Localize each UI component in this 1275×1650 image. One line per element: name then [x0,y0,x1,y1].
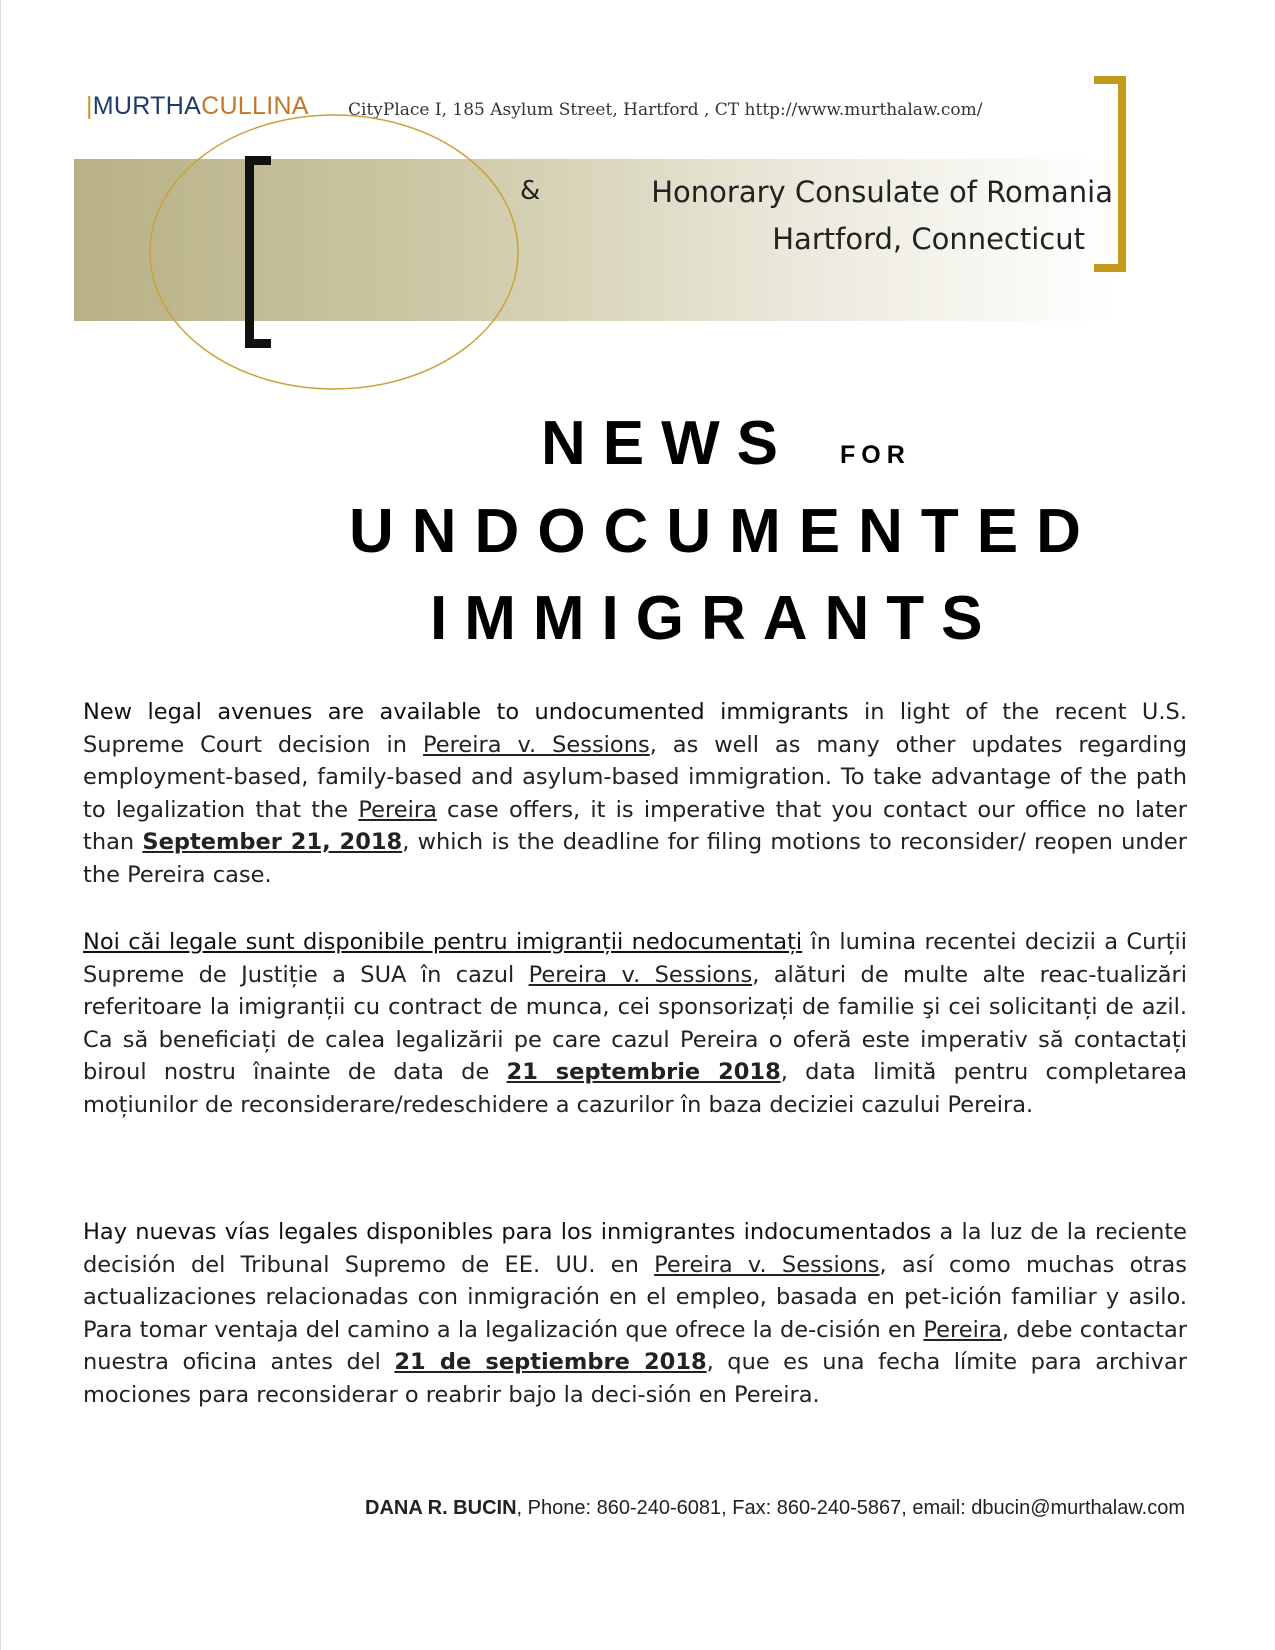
title-immigrants: IMMIGRANTS [430,584,1000,653]
ampersand: & [520,176,541,206]
spanish-pereira: Pereira [923,1316,1002,1343]
romanian-paragraph [83,926,1187,1121]
logo-cullina: CULLINA [201,92,309,120]
right-bracket-decoration [1094,76,1126,272]
english-case-name: Pereira v. Sessions [423,731,650,758]
english-text: in light of the recent U.S. Supreme Court decision in [83,699,1187,758]
spanish-text: a la luz de la reciente decisión del Tribunal Supremo de EE. UU. en [83,1219,1187,1278]
title-undocumented: UNDOCUMENTED [349,497,1099,566]
english-text: case offers, it is imperative that you contact our office no later than [83,796,1187,855]
contact-name: DANA R. BUCIN [365,1497,517,1519]
spanish-case-name: Pereira v. Sessions [654,1251,880,1278]
romanian-text: , alături de multe alte reac-tualizări referitoare la imigranții cu contract de munca, cei sponsorizați de familie şi cei solicitanți de azil. Ca să beneficiați de calea legalizării pe care cazul Pereira o oferă este imperativ să contactați biroul nostru înainte de data de [83,961,1187,1085]
contact-line [365,1497,1185,1520]
romanian-case-name: Pereira v. Sessions [528,961,753,988]
english-paragraph [83,696,1187,891]
english-text: , as well as many other updates regarding employment-based, family-based and asylum-based immigration. To take advantage of the path to legalization that the [83,731,1187,823]
spanish-lead: Hay nuevas vías legales disponibles para los inmigrantes indocumentados [83,1219,932,1245]
spanish-text: , así como muchas otras actualizaciones relacionadas con inmigración en el empleo, basada en pet-ición familiar y asilo. Para tomar ventaja del camino a la legalización que ofrece la de-cisión en [83,1251,1187,1343]
english-lead: New legal avenues are available to undocumented immigrants [83,699,849,725]
logo-murtha: MURTHA [92,92,202,120]
logo-bar: | [86,92,93,120]
spanish-deadline: 21 de septiembre 2018 [394,1349,707,1375]
english-text: , which is the deadline for filing motions to reconsider/ reopen under the Pereira case. [83,829,1187,888]
spanish-paragraph [83,1216,1187,1411]
left-bracket-decoration [245,156,271,348]
title-for: FOR [840,441,911,469]
romanian-text: , data limită pentru completarea moțiunilor de reconsiderare/redeschidere a cazurilor în baza deciziei cazului Pereira. [83,1059,1187,1118]
consulate-location: Hartford, Connecticut [772,222,1085,256]
consulate-name: Honorary Consulate of Romania [651,175,1113,209]
english-pereira: Pereira [358,796,437,823]
contact-details: , Phone: 860-240-6081, Fax: 860-240-5867, email: dbucin@murthalaw.com [516,1497,1185,1519]
spanish-text: , debe contactar nuestra oficina antes del [83,1316,1187,1375]
english-deadline: September 21, 2018 [142,829,403,855]
title-news: NEWS [541,409,795,478]
page-edge-rule [0,0,1,1650]
romanian-text: în lumina recentei decizii a Curții Supreme de Justiție a SUA în cazul [83,929,1187,988]
romanian-lead: Noi căi legale sunt disponibile pentru imigranții nedocumentați [83,929,803,955]
decorative-ring [148,113,520,391]
romanian-deadline: 21 septembrie 2018 [506,1059,781,1085]
spanish-text: , que es una fecha límite para archivar mociones para reconsiderar o reabrir bajo la deci-sión en Pereira. [83,1349,1187,1408]
firm-address: CityPlace I, 185 Asylum Street, Hartford , CT http://www.murthalaw.com/ [348,100,983,120]
